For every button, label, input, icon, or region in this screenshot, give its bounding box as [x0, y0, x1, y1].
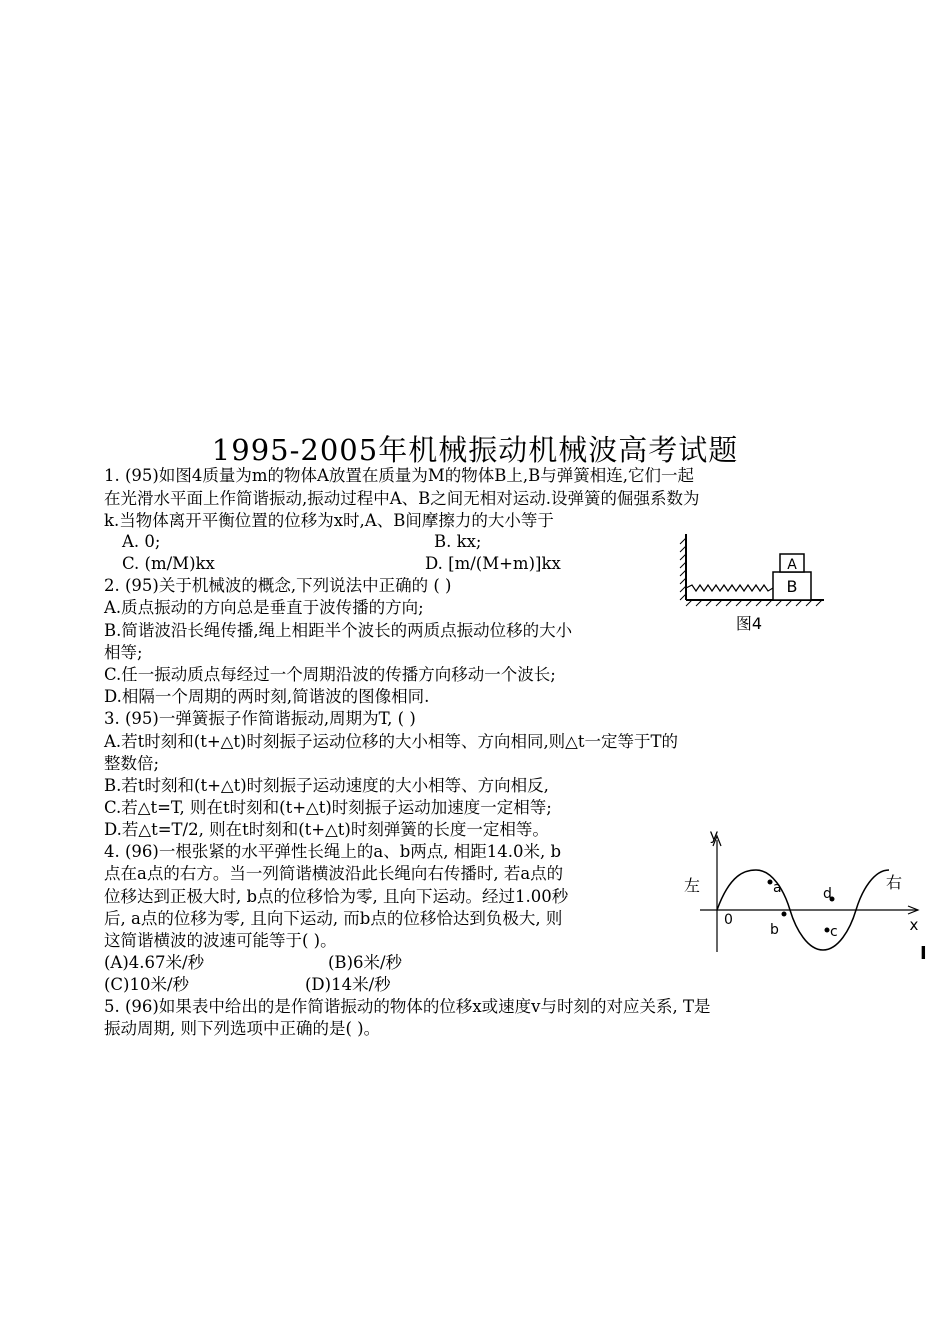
- q4-line-4: 后, a点的位移为零, 且向下运动, 而b点的位移恰达到负极大, 则: [104, 909, 563, 928]
- q4-option-b: (B)6米/秒: [328, 953, 403, 972]
- wave-figure: [680, 826, 940, 962]
- spring-block-figure: [676, 528, 826, 638]
- q2-option-d: D.相隔一个周期的两时刻,简谐波的图像相同.: [104, 687, 430, 706]
- q1-line-2: 在光滑水平面上作简谐振动,振动过程中A、B之间无相对运动.设弹簧的倔强系数为: [104, 489, 700, 508]
- left-label: 左: [684, 876, 701, 895]
- point-d-label: d: [823, 886, 832, 902]
- point-a-label: a: [773, 880, 782, 896]
- q3-option-a-cont: 整数倍;: [104, 754, 160, 773]
- block-a-label: A: [787, 557, 797, 573]
- q2-option-b-cont: 相等;: [104, 643, 143, 662]
- q3-option-d: D.若△t=T/2, 则在t时刻和(t+△t)时刻弹簧的长度一定相等。: [104, 820, 549, 839]
- q5-line-2: 振动周期, 则下列选项中正确的是( )。: [104, 1019, 381, 1038]
- q4-line-3: 位移达到正极大时, b点的位移恰为零, 且向下运动。经过1.00秒: [104, 887, 569, 906]
- q1-option-b: B. kx;: [434, 532, 482, 551]
- point-c: [825, 928, 830, 933]
- y-axis-label: y: [709, 826, 719, 844]
- q2-option-a: A.质点振动的方向总是垂直于波传播的方向;: [104, 598, 424, 617]
- q3-option-a: A.若t时刻和(t+△t)时刻振子运动位移的大小相等、方向相同,则△t一定等于T的: [104, 732, 679, 751]
- point-b-label: b: [770, 922, 779, 938]
- figure-caption: 图4: [735, 614, 763, 633]
- q4-line-1: 4. (96)一根张紧的水平弹性长绳上的a、b两点, 相距14.0米, b: [104, 842, 562, 861]
- point-c-label: c: [830, 924, 838, 940]
- q2-option-c: C.任一振动质点每经过一个周期沿波的传播方向移动一个波长;: [104, 665, 556, 684]
- q4-option-a: (A)4.67米/秒: [104, 953, 205, 972]
- q1-line-1: 1. (95)如图4质量为m的物体A放置在质量为M的物体B上,B与弹簧相连,它们一起: [104, 466, 695, 485]
- q3-line-1: 3. (95)一弹簧振子作简谐振动,周期为T, ( ): [104, 709, 416, 728]
- q4-option-c: (C)10米/秒: [104, 975, 190, 994]
- q5-line-1: 5. (96)如果表中给出的是作简谐振动的物体的位移x或速度v与时刻的对应关系, T是: [104, 997, 711, 1016]
- q4-line-5: 这简谐横波的波速可能等于( )。: [104, 931, 337, 950]
- q4-option-d: (D)14米/秒: [305, 975, 391, 994]
- q4-line-2: 点在a点的右方。当一列简谐横波沿此长绳向右传播时, 若a点的: [104, 864, 564, 883]
- q1-option-d: D. [m/(M+m)]kx: [425, 554, 561, 573]
- q2-option-b: B.简谐波沿长绳传播,绳上相距半个波长的两质点振动位移的大小: [104, 621, 573, 640]
- point-b: [782, 912, 787, 917]
- q1-option-c: C. (m/M)kx: [122, 554, 215, 573]
- q3-option-c: C.若△t=T, 则在t时刻和(t+△t)时刻振子运动加速度一定相等;: [104, 798, 552, 817]
- q2-line-1: 2. (95)关于机械波的概念,下列说法中正确的 ( ): [104, 576, 452, 595]
- q1-option-a: A. 0;: [122, 532, 161, 551]
- page-title: 1995-2005年机械振动机械波高考试题: [211, 433, 739, 467]
- block-b-label: B: [786, 577, 798, 596]
- origin-label: 0: [724, 912, 733, 928]
- stray-mark: I: [920, 943, 927, 962]
- spring-icon: [686, 585, 773, 591]
- right-label: 右: [886, 873, 903, 892]
- x-axis-label: x: [909, 916, 919, 934]
- q1-line-3: k.当物体离开平衡位置的位移为x时,A、B间摩擦力的大小等于: [104, 511, 554, 530]
- q3-option-b: B.若t时刻和(t+△t)时刻振子运动速度的大小相等、方向相反,: [104, 776, 549, 795]
- point-a: [768, 880, 773, 885]
